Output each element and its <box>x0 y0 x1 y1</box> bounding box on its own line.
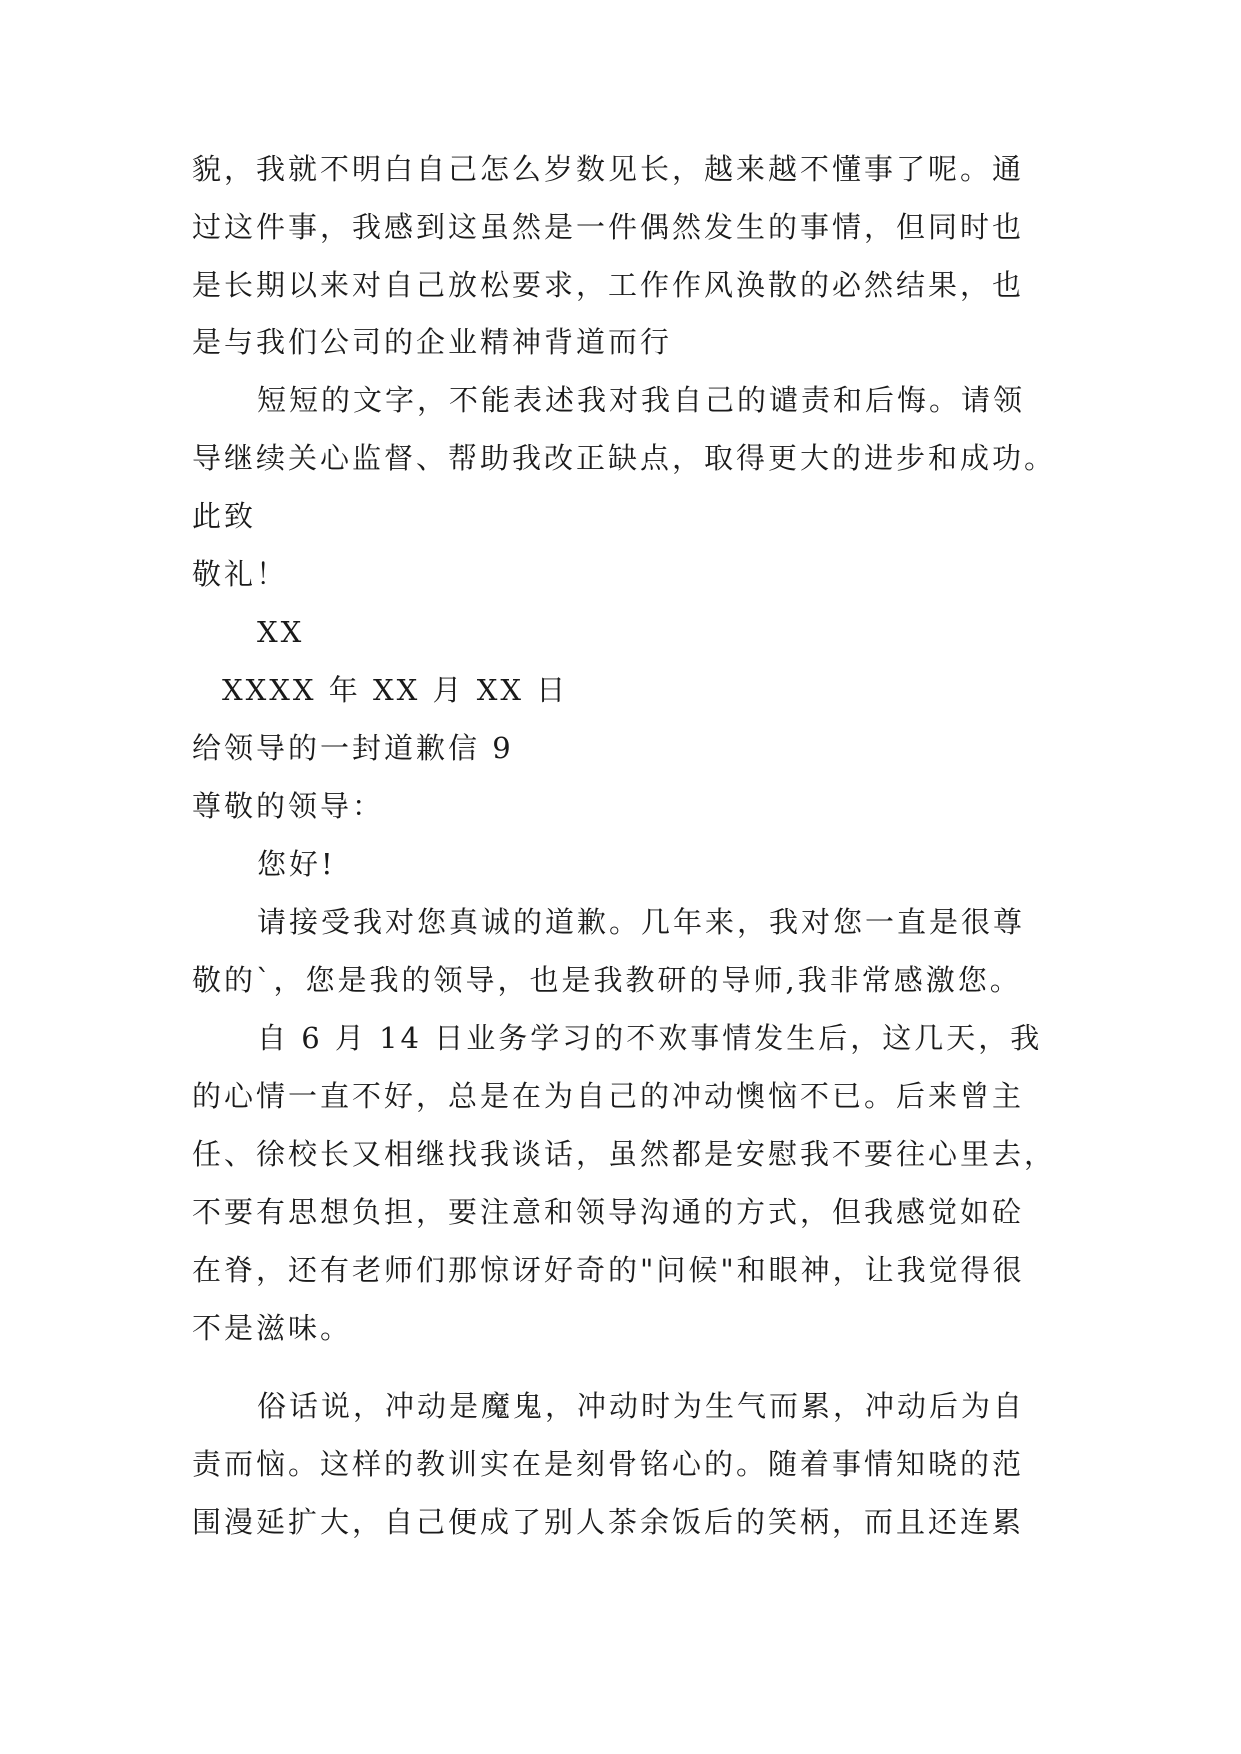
text-line: 不是滋味。 <box>192 1311 353 1345</box>
text-line: 任、徐校长又相继找我谈话，虽然都是安慰我不要往心里去， <box>192 1137 1057 1171</box>
text-line: 是与我们公司的企业精神背道而行 <box>192 325 673 359</box>
text-line: 导继续关心监督、帮助我改正缺点，取得更大的进步和成功。 <box>192 441 1057 475</box>
text-line: 俗话说，冲动是魔鬼，冲动时为生气而累，冲动后为自 <box>257 1389 1026 1423</box>
text-line: 短短的文字，不能表述我对我自己的谴责和后悔。请领 <box>257 383 1026 417</box>
signature-name: XX <box>257 615 305 649</box>
text-line: 不要有思想负担，要注意和领导沟通的方式，但我感觉如砼 <box>192 1195 1025 1229</box>
letter-greeting: 尊敬的领导： <box>192 789 385 823</box>
text-line: 围漫延扩大，自己便成了别人茶余饭后的笑柄，而且还连累 <box>192 1505 1025 1539</box>
text-line: 请接受我对您真诚的道歉。几年来，我对您一直是很尊 <box>257 905 1026 939</box>
letter-heading: 给领导的一封道歉信 9 <box>192 731 514 765</box>
letter-hello: 您好! <box>257 847 336 881</box>
text-line: 敬的`，您是我的领导，也是我教研的导师,我非常感激您。 <box>192 963 1022 997</box>
closing-salutation: 此致 <box>192 499 257 533</box>
text-line: 自 6 月 14 日业务学习的不欢事情发生后，这几天，我 <box>257 1021 1043 1055</box>
text-line: 的心情一直不好，总是在为自己的冲动懊恼不已。后来曾主 <box>192 1079 1025 1113</box>
text-line: 貌，我就不明白自己怎么岁数见长，越来越不懂事了呢。通 <box>192 152 1025 186</box>
text-line: 在脊，还有老师们那惊讶好奇的"问候"和眼神，让我觉得很 <box>192 1253 1025 1287</box>
closing-regards: 敬礼！ <box>192 557 289 591</box>
signature-date: XXXX 年 XX 月 XX 日 <box>222 673 569 707</box>
text-line: 是长期以来对自己放松要求，工作作风涣散的必然结果，也 <box>192 268 1025 302</box>
text-line: 责而恼。这样的教训实在是刻骨铭心的。随着事情知晓的范 <box>192 1447 1025 1481</box>
text-line: 过这件事，我感到这虽然是一件偶然发生的事情，但同时也 <box>192 210 1025 244</box>
